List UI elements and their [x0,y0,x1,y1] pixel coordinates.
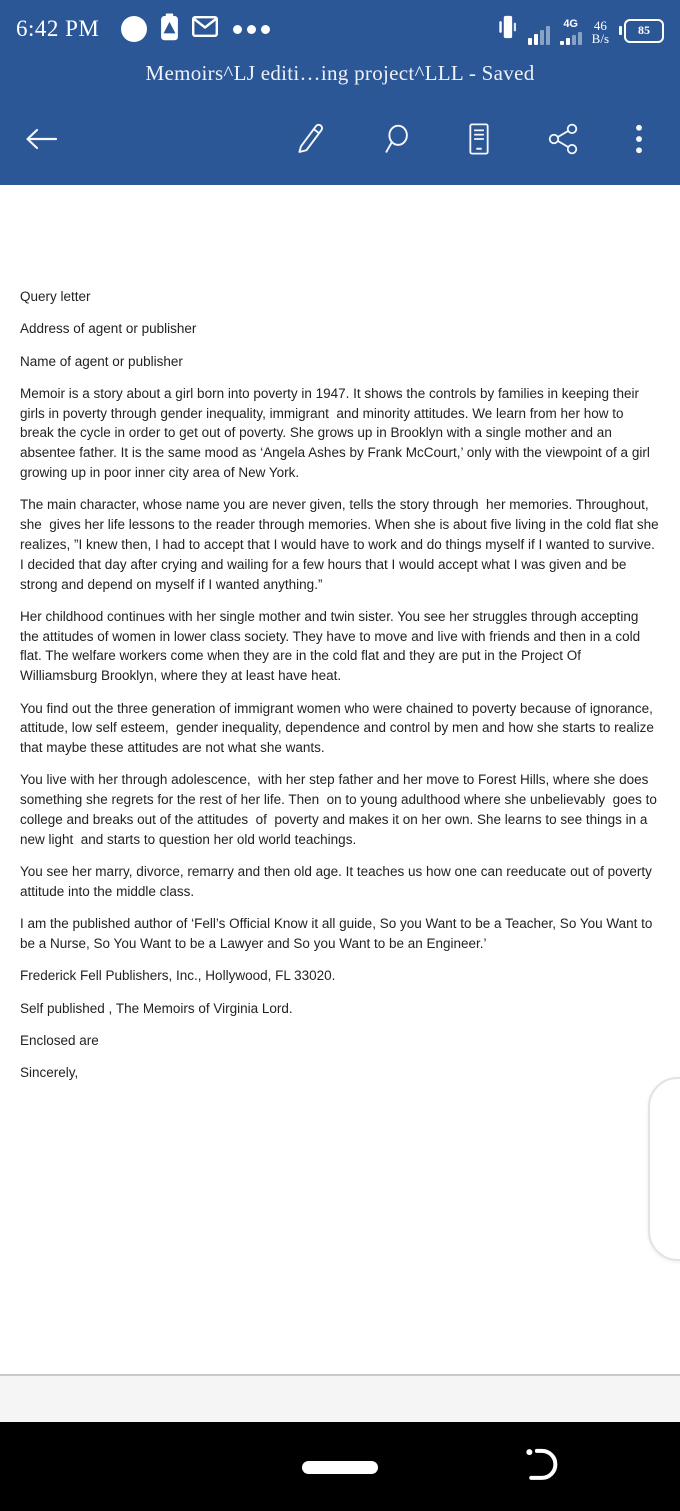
app-alert-icon [158,13,181,46]
document-paragraph: You live with her through adolescence, with her step father and her move to Forest Hills, where she does something she regrets for the rest of her life. Then on to young adulthood where she unbelievably goes to college and breaks out of the attitudes of poverty and makes it on her own. She learns to see things in a new light and starts to question her old world teachings. [20,772,661,847]
document-paragraph: Self published , The Memoirs of Virginia Lord. [20,1000,293,1016]
battery-level: 85 [624,19,664,43]
edit-button[interactable] [290,117,330,161]
toolbar-actions [290,117,662,161]
mobile-view-icon [466,121,492,157]
navigation-bar [0,1422,680,1511]
document-paragraph: Her childhood continues with her single mother and twin sister. You see her struggles through accepting the attitudes of women in lower class society. They have to move and live with friends and then in a cold flat. The welfare workers come when they are in the cold flat and they are put in the Project Of Williamsburg Brooklyn, where they at least have heat. [20,608,644,684]
status-time: 6:42 PM [16,16,100,41]
document-paragraph: You find out the three generation of immigrant women who were chained to poverty because of ignorance, attitude, low self esteem, gender inequality, dependence and control by men and how she starts to realize that maybe these attitudes are not what she wants. [20,700,658,756]
status-left-icons [121,13,270,46]
search-button[interactable] [376,117,416,161]
document-paragraph: Name of agent or publisher [20,353,183,369]
app-header [0,0,680,185]
document-paragraph: Sincerely, [20,1065,79,1081]
share-icon [546,121,580,157]
home-indicator[interactable] [302,1461,378,1474]
vibrate-icon [497,14,518,45]
network-type-label: 4G [563,17,578,30]
document-paragraph: Address of agent or publisher [20,321,197,337]
document-paragraph: The main character, whose name you are never given, tells the story through her memories. Throughout, she gives her life lessons to the reader through memories. When she is about five living in the cold flat she realizes, ”I knew then, I had to accept that I would have to work and do things myself if I wanted to survive. I decided that day after crying and wailing for a few hours that I would accept what I was given and be strong and depend on myself if I wanted anything.” [20,497,663,592]
nav-back-button[interactable] [520,1444,560,1487]
notification-dot-icon [121,16,147,42]
nav-back-icon [520,1472,560,1487]
network-speed [592,19,609,45]
status-bar [0,0,680,58]
back-arrow-icon [22,123,60,155]
share-button[interactable] [542,117,584,161]
network-speed-unit: B/s [591,30,609,46]
more-notifications-dots [233,25,270,34]
document-paragraph: Memoir is a story about a girl born into poverty in 1947. It shows the controls by families in keeping their girls in poverty through gender inequality, immigrant and minority attitudes. We learn from her how to break the cycle in order to get out of poverty. She grows up in Brooklyn with a single mother and an absentee father. It is the same mood as ‘Angela Ashes by Frank McCourt,’ only with the viewpoint of a girl growing up in poor inner city area of New York. [20,385,654,481]
gmail-icon [192,16,218,42]
status-right-icons [497,14,664,45]
back-button[interactable] [18,119,64,159]
document-paragraph: Query letter [20,289,91,304]
edit-pencil-icon [294,121,326,157]
document-paragraph: I am the published author of ‘Fell’s Official Know it all guide, So you Want to be a Teacher, So You Want to be a Nurse, So You Want to be a Lawyer and So you Want to be an Engineer.’ [20,916,657,952]
scroll-indicator[interactable] [648,1077,680,1261]
toolbar [0,106,680,172]
document-paragraph: You see her marry, divorce, remarry and then old age. It teaches us how one can reeducate out of poverty attitude into the middle class. [20,864,656,899]
search-icon [380,121,412,157]
document-paragraph: Frederick Fell Publishers, Inc., Hollywood, FL 33020. [20,968,336,984]
signal-bars-icon [528,26,550,45]
network-speed-value: 46 [593,17,607,33]
page-title: Memoirs^LJ editi…ing project^LLL - Saved [145,61,535,85]
mobile-data-icon [560,19,582,45]
document-canvas[interactable] [0,185,680,1374]
footer-strip [0,1374,680,1422]
mobile-view-button[interactable] [462,117,496,161]
overflow-menu-button[interactable] [630,117,648,161]
document-paragraph: Enclosed are [20,1032,99,1048]
overflow-menu-icon [634,121,644,157]
battery-icon [619,19,664,43]
